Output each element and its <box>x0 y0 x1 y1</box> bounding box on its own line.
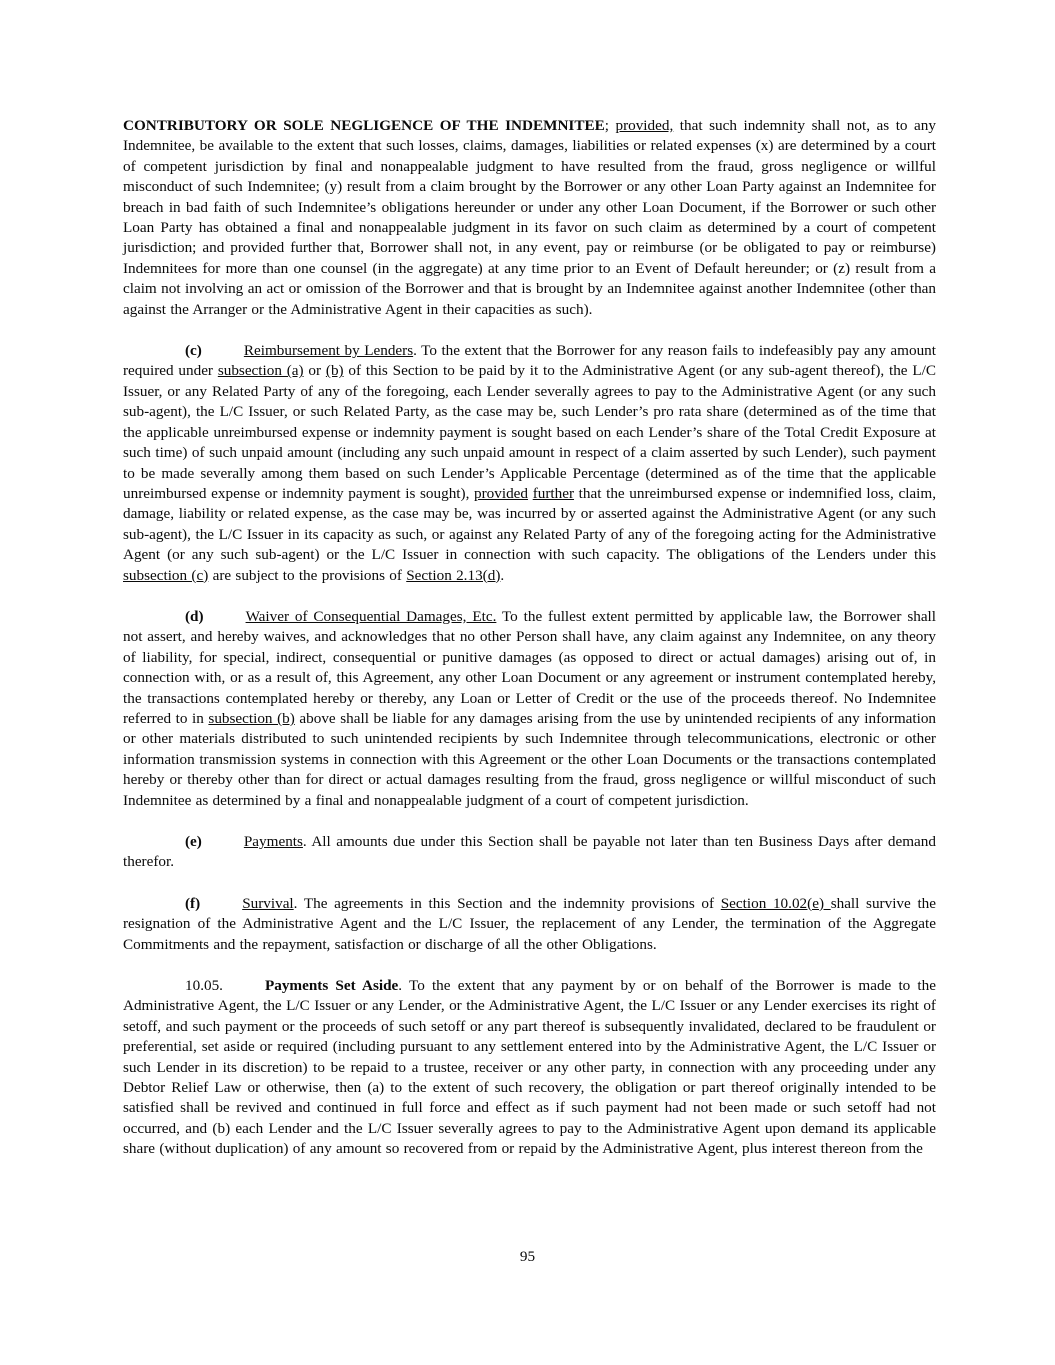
text-run: . To the extent that any payment by or on behalf of the Borrower is made to the Administrative Agent, the L/C Issuer or any Lender, or the Administrative Agent, the L/C Issuer or any Lender exercises its right of setoff, and such payment or the proceeds of such setoff or any part thereof is subsequently invalidated, declared to be fraudulent or preferential, set aside or required (including pursuant to any settlement entered into by the Administrative Agent, the L/C Issuer or such Lender in its discretion) to be repaid to a trustee, receiver or any other party, in connection with any proceeding under any Debtor Relief Law or otherwise, then (a) to the extent of such recovery, the obligation or part thereof originally intended to be satisfied shall be revived and continued in full force and effect as if such payment had not been made or such setoff had not occurred, and (b) each Lender and the L/C Issuer severally agrees to pay to the Administrative Agent upon demand its applicable share (without duplication) of any amount so recovered from or repaid by the Administrative Agent, plus interest thereon from the <box>123 977 936 1158</box>
text-run: Payments <box>243 833 303 850</box>
text-run: (e) <box>185 833 202 850</box>
text-run: Reimbursement by Lenders <box>243 342 414 360</box>
text-run: . To the extent that the Borrower for any reason fails to indefeasibly pay any amount required under <box>123 342 936 380</box>
text-run: CONTRIBUTORY OR SOLE NEGLIGENCE OF THE INDEMNITEE <box>123 117 605 134</box>
text-run: . The agreements in this Section and the indemnity provisions of <box>293 894 721 912</box>
para-10-05-payments-set-aside <box>123 976 936 1160</box>
text-run: (d) <box>185 607 204 625</box>
text-run: are subject to the provisions of <box>208 566 407 584</box>
para-d-waiver-of-consequential-damages <box>123 607 936 811</box>
text-run: ; <box>604 117 616 134</box>
page-number: 95 <box>519 1248 536 1265</box>
text-run: Waiver of Consequential Damages, Etc. <box>245 607 497 625</box>
text-run: Survival <box>242 894 294 912</box>
text-run: (f) <box>185 894 201 912</box>
text-run: subsection (a) <box>217 362 304 380</box>
text-run: above shall be liable for any damages arising from the use by unintended recipients of any information or other materials distributed to such unintended recipients by such Indemnitee through telecommunications, electronic or other information transmission systems in connection with this Agreement or the other Loan Documents or the transactions contemplated hereby or thereby other than for direct or actual damages resulting from the fraud, gross negligence or willful misconduct of such Indemnitee as determined by a final and nonappealable judgment of a court of competent jurisdiction. <box>123 709 937 809</box>
text-run: shall survive the resignation of the Administrative Agent and the L/C Issuer, the replacement of any Lender, the termination of the Aggregate Commitments and the repayment, satisfaction or discharge of all the other Obligations. <box>123 894 936 953</box>
text-run: Payments Set Aside <box>264 977 399 995</box>
text-run: that the unreimbursed expense or indemnified loss, claim, damage, liability or related expense, as the case may be, was incurred by or asserted against the Administrative Agent (or any such sub-agent), the L/C Issuer in its capacity as such, or against any Related Party of any of the foregoing acting for the Administrative Agent (or any such sub-agent) or the L/C Issuer in connection with such capacity. The obligations of the Lenders under this <box>123 484 936 564</box>
text-run: subsection (c) <box>123 566 209 584</box>
text-run: provided, <box>615 117 674 134</box>
text-run: . <box>500 566 505 584</box>
document-body <box>123 116 936 1160</box>
text-run: (c) <box>185 342 202 360</box>
text-run: Section 2.13(d) <box>406 566 501 584</box>
para-f-survival <box>123 894 936 955</box>
text-run: or <box>303 362 326 380</box>
para-indemnitee-negligence <box>123 116 936 320</box>
text-run: (b) <box>325 362 344 380</box>
text-run: of this Section to be paid by it to the Administrative Agent (or any sub-agent thereof), the L/C Issuer, or any Related Party of any of the foregoing, each Lender severally agrees to pay to the Administrative Agent (or any such sub-agent), the L/C Issuer, or such Related Party, as the case may be, such Lender’s pro rata share (determined as of the time that the applicable unreimbursed expense or indemnity payment is sought based on each Lender’s share of the Total Credit Exposure at such time) of such unpaid amount (including any such unpaid amount in respect of a claim asserted by such Lender), such payment to be made severally among them based on such Lender’s Applicable Percentage (determined as of the time that the applicable unreimbursed expense or indemnity payment is sought), <box>123 362 936 502</box>
text-run: To the fullest extent permitted by applicable law, the Borrower shall not assert, and hereby waives, and acknowledges that no other Person shall have, any claim against any Indemnitee, on any theory of liability, for special, indirect, consequential or punitive damages (as opposed to direct or actual damages) arising out of, in connection with, or as a result of, this Agreement, any other Loan Document or any agreement or instrument contemplated hereby, the transactions contemplated hereby or thereby, any Loan or Letter of Credit or the use of the proceeds thereof. No Indemnitee referred to in <box>123 607 936 727</box>
para-c-reimbursement-by-lenders <box>123 341 936 586</box>
text-run: Section 10.02(e) <box>720 894 831 912</box>
text-run: 10.05. <box>185 977 223 995</box>
text-run: that such indemnity shall not, as to any Indemnitee, be available to the extent that such losses, claims, damages, liabilities or related expenses (x) are determined by a court of competent jurisdiction by final and nonappealable judgment to have resulted from the fraud, gross negligence or willful misconduct of such Indemnitee; (y) result from a claim brought by the Borrower or any other Loan Party against an Indemnitee for breach in bad faith of such Indemnitee’s obligations hereunder or under any other Loan Document, if the Borrower or such other Loan Party has obtained a final and nonappealable judgment in its favor on such claim as determined by a court of competent jurisdiction; and provided further that, Borrower shall not, in any event, pay or reimburse (or be obligated to pay or reimburse) Indemnitees for more than one counsel (in the aggregate) at any time prior to an Event of Default hereunder; or (z) result from a claim not involving an act or omission of the Borrower and that is brought by an Indemnitee against another Indemnitee (other than against the Arranger or the Administrative Agent in their capacities as such). <box>123 117 936 318</box>
text-run: further <box>532 484 575 502</box>
text-run: provided <box>474 484 529 502</box>
text-run: subsection (b) <box>208 709 295 727</box>
para-e-payments <box>123 832 936 873</box>
text-run: . All amounts due under this Section shall be payable not later than ten Business Days after demand therefor. <box>123 833 936 871</box>
page-footer <box>0 1248 1055 1266</box>
